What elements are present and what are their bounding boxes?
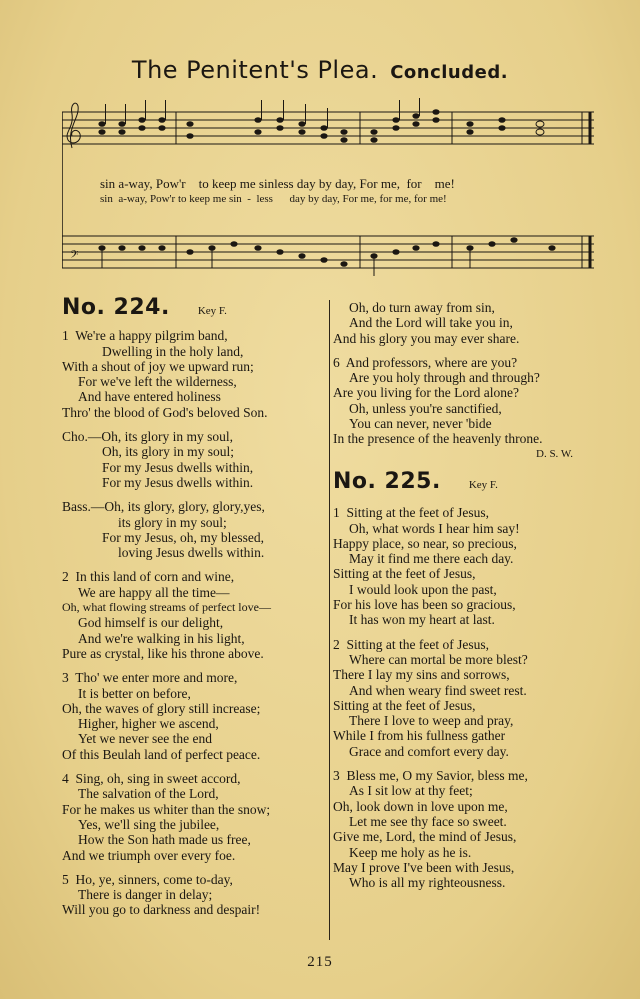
verse-line: Yes, we'll sing the jubilee, [78, 816, 220, 832]
hymn-224-number: No. 224. [62, 295, 170, 320]
chorus-line: For my Jesus dwells within. [102, 474, 254, 490]
verse-line: Happy place, so near, so precious, [333, 535, 517, 551]
chorus-line: For my Jesus dwells within, [102, 459, 254, 475]
verse-line: And when weary find sweet rest. [349, 682, 527, 698]
left-column [62, 295, 330, 918]
verse-line: 6 And professors, where are you? [333, 354, 518, 370]
verse-line: Sitting at the feet of Jesus, [333, 566, 476, 582]
verse-line: Let me see thy face so sweet. [349, 813, 507, 829]
author-initials: D. S. W. [536, 447, 573, 460]
verse-line: For we've left the wilderness, [78, 374, 237, 390]
verse-line: In the presence of the heavenly throne. [333, 431, 543, 447]
verse-line: 2 In this land of corn and wine, [62, 569, 235, 585]
verse-line: It is better on before, [78, 685, 191, 701]
verse-line: Grace and comfort every day. [349, 743, 509, 759]
bass-line: its glory in my soul; [118, 514, 227, 530]
verse-line: As I sit low at thy feet; [349, 783, 473, 799]
verse-line: And we triumph over every foe. [62, 847, 236, 863]
verse-line: Of this Beulah land of perfect peace. [62, 746, 261, 762]
page-title [0, 56, 640, 84]
verse-line: I would look upon the past, [349, 581, 497, 597]
verse-line: May I prove I've been with Jesus, [333, 859, 515, 875]
music-lyric-line-2: sin a-way, Pow'r to keep me sin - less day by day, For me, for me, for me! [100, 193, 447, 205]
chorus-line: Cho.—Oh, its glory in my soul, [62, 429, 234, 445]
hymn-225-key: Key F. [468, 478, 498, 491]
verse-line: 2 Sitting at the feet of Jesus, [333, 636, 489, 652]
verse-line: Yet we never see the end [78, 731, 212, 747]
verse-line: 3 Tho' we enter more and more, [62, 670, 238, 686]
music-lyric-line-1: sin a-way, Pow'r to keep me sinless day by day, For me, for me! [100, 176, 455, 191]
verse-line: 1 We're a happy pilgrim band, [62, 328, 228, 344]
verse-line: How the Son hath made us free, [78, 832, 251, 848]
verse-line: You can never, never 'bide [349, 416, 492, 432]
verse-line: We are happy all the time— [78, 584, 230, 600]
verse-line: For his love has been so gracious, [333, 597, 516, 613]
verse-line: Pure as crystal, like his throne above. [62, 645, 264, 661]
verse-line: 3 Bless me, O my Savior, bless me, [333, 768, 528, 784]
verse-line: Are you holy through and through? [349, 370, 540, 386]
verse-line: 4 Sing, oh, sing in sweet accord, [62, 771, 241, 787]
verse-line: With a shout of joy we upward run; [62, 358, 254, 374]
verse-line: While I from his fullness gather [333, 728, 506, 744]
verse-line: Who is all my righteousness. [349, 875, 506, 891]
svg-text:𝄢: 𝄢 [70, 249, 79, 264]
verse-line: It has won my heart at last. [349, 612, 495, 628]
concluded-label: Concluded. [390, 62, 509, 83]
verse-line: Oh, look down in love upon me, [333, 798, 508, 814]
verse-line: There is danger in delay; [78, 887, 213, 903]
verse-line: Where can mortal be more blest? [349, 651, 528, 667]
verse-line: Oh, what words I hear him say! [349, 520, 520, 536]
verse-line: 1 Sitting at the feet of Jesus, [333, 505, 489, 521]
verse-line: Are you living for the Lord alone? [333, 385, 519, 401]
verse-line: And the Lord will take you in, [349, 315, 513, 331]
verse-line: Thro' the blood of God's beloved Son. [62, 404, 268, 420]
verse-line: God himself is our delight, [78, 615, 224, 631]
verse-line: Sitting at the feet of Jesus, [333, 697, 476, 713]
verse-line: Oh, unless you're sanctified, [349, 400, 502, 416]
hymn-225-number: No. 225. [333, 468, 441, 494]
verse-line: Higher, higher we ascend, [78, 716, 219, 732]
verse-line: And have entered holiness [78, 389, 221, 405]
hymn-225-header [333, 468, 603, 494]
hymn-224-header [62, 295, 330, 320]
verse-line: There I love to weep and pray, [349, 713, 514, 729]
bass-line: For my Jesus, oh, my blessed, [102, 529, 264, 545]
verse-line: Dwelling in the holy land, [102, 343, 244, 359]
verse-line: And we're walking in his light, [78, 630, 245, 646]
verse-line: Will you go to darkness and despair! [62, 902, 261, 918]
hymn-224-key: Key F. [197, 305, 227, 317]
verse-line: Oh, what flowing streams of perfect love— [62, 600, 271, 615]
verse-line: And his glory you may ever share. [333, 330, 520, 346]
verse-line: The salvation of the Lord, [78, 786, 219, 802]
verse-line: For he makes us whiter than the snow; [62, 801, 271, 817]
verse-line: Give me, Lord, the mind of Jesus, [333, 829, 517, 845]
bass-line: loving Jesus dwells within. [118, 545, 265, 561]
chorus-line: Oh, its glory in my soul; [102, 444, 235, 460]
verse-line: Oh, do turn away from sin, [349, 300, 495, 315]
verse-line: May it find me there each day. [349, 551, 514, 567]
page-number: 215 [307, 954, 333, 970]
right-column [333, 300, 603, 890]
hymn-title: The Penitent's Plea. [131, 56, 379, 84]
verse-line: 5 Ho, ye, sinners, come to-day, [62, 871, 233, 887]
verse-line: Keep me holy as he is. [349, 844, 472, 860]
bass-line: Bass.—Oh, its glory, glory, glory,yes, [62, 499, 265, 515]
verse-line: Oh, the waves of glory still increase; [62, 700, 261, 716]
verse-line: There I lay my sins and sorrows, [333, 667, 510, 683]
